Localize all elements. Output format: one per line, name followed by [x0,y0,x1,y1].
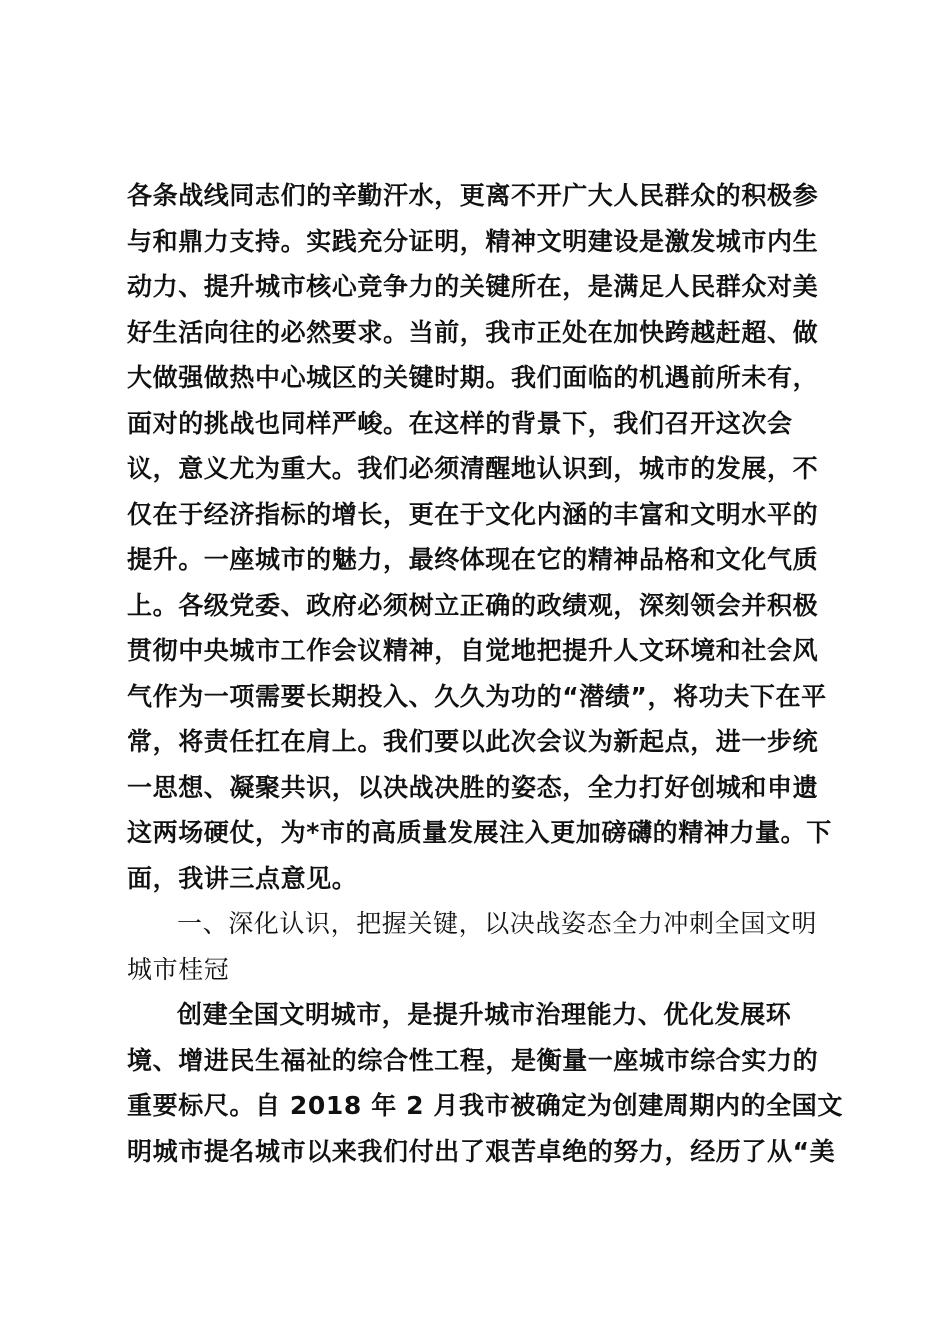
text-line: 贯彻中央城市工作会议精神，自觉地把提升人文环境和社会风 [127,636,819,665]
text-line: 创建全国文明城市，是提升城市治理能力、优化发展环 [177,1000,792,1029]
text-line: 提升。一座城市的魅力，最终体现在它的精神品格和文化气质 [127,545,819,574]
text-line: 面，我讲三点意见。 [127,864,358,893]
text-line: 各条战线同志们的辛勤汗水，更离不开广大人民群众的积极参 [127,181,819,210]
text-line: 常，将责任扛在肩上。我们要以此次会议为新起点，进一步统 [127,727,819,756]
text-line: 仅在于经济指标的增长，更在于文化内涵的丰富和文明水平的 [127,500,819,529]
text-line: 重要标尺。自 2018 年 2 月我市被确定为创建周期内的全国文 [127,1091,843,1120]
text-line: 面对的挑战也同样严峻。在这样的背景下，我们召开这次会 [127,409,793,438]
text-line: 与和鼎力支持。实践充分证明，精神文明建设是激发城市内生 [127,227,819,256]
text-line: 动力、提升城市核心竞争力的关键所在，是满足人民群众对美 [127,272,819,301]
text-line: 大做强做热中心城区的关键时期。我们面临的机遇前所未有， [127,363,819,392]
text-line: 明城市提名城市以来我们付出了艰苦卓绝的努力，经历了从“美 [127,1137,836,1166]
text-line: 一思想、凝聚共识，以决战决胜的姿态，全力打好创城和申遗 [127,773,819,802]
section-heading-continued: 城市桂冠 [127,955,230,984]
text-line: 这两场硬仗，为*市的高质量发展注入更加磅礴的精神力量。下 [127,818,832,847]
text-line: 好生活向往的必然要求。当前，我市正处在加快跨越赶超、做 [127,318,819,347]
text-line: 境、增进民生福祉的综合性工程，是衡量一座城市综合实力的 [127,1046,819,1075]
text-line: 上。各级党委、政府必须树立正确的政绩观，深刻领会并积极 [127,591,819,620]
text-line: 气作为一项需要长期投入、久久为功的“潜绩”，将功夫下在平 [127,682,827,711]
section-heading: 一、深化认识，把握关键，以决战姿态全力冲刺全国文明 [177,909,818,938]
text-line: 议，意义尤为重大。我们必须清醒地认识到，城市的发展，不 [127,454,819,483]
